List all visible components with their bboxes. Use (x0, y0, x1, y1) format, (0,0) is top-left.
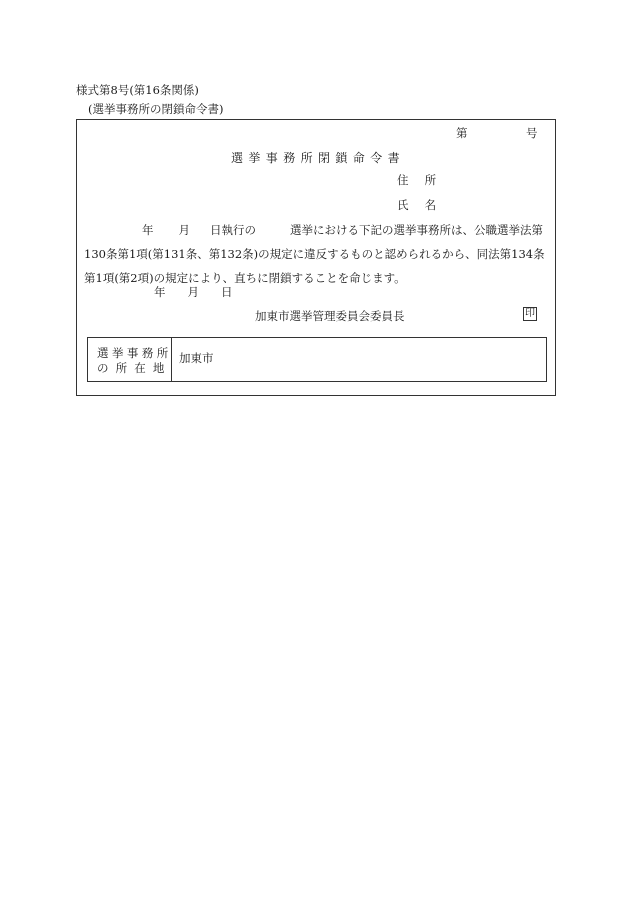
office-location-table (87, 337, 547, 382)
order-document-frame (76, 119, 556, 396)
document-title: 選挙事務所閉鎖命令書 (231, 151, 406, 165)
date-day: 日 (221, 285, 233, 299)
form-subtitle: (選挙事務所の閉鎖命令書) (88, 102, 224, 116)
date-month: 月 (187, 285, 199, 299)
seal-stamp: 印 (525, 308, 535, 319)
issuer-title: 加東市選挙管理委員会委員長 (255, 309, 405, 323)
date-year: 年 (154, 285, 166, 299)
issue-date-line (154, 287, 233, 299)
form-number: 様式第8号(第16条関係) (76, 83, 199, 97)
office-location-label-line2: の所在地 (97, 361, 172, 375)
office-location-label (88, 338, 172, 381)
order-body-text (84, 218, 552, 290)
office-location-value: 加東市 (179, 351, 214, 365)
body-year: 年 (142, 223, 154, 237)
body-month: 月 (178, 223, 190, 237)
office-location-label-line1: 選挙事務所 (97, 346, 172, 360)
name-label: 氏名 (397, 198, 453, 212)
address-label: 住所 (397, 173, 453, 187)
document-number-prefix: 第 (456, 126, 468, 140)
body-rest: 選挙における下記の選挙事務所は、公職選挙法第130条第1項(第131条、第132条)の規定に違反するものと認められるから、同法第134条第1項(第2項)の規定により、直ちに閉鎖することを命じます。 (84, 223, 545, 285)
body-day-exec: 日執行の (210, 223, 256, 237)
document-number-suffix: 号 (526, 126, 538, 140)
